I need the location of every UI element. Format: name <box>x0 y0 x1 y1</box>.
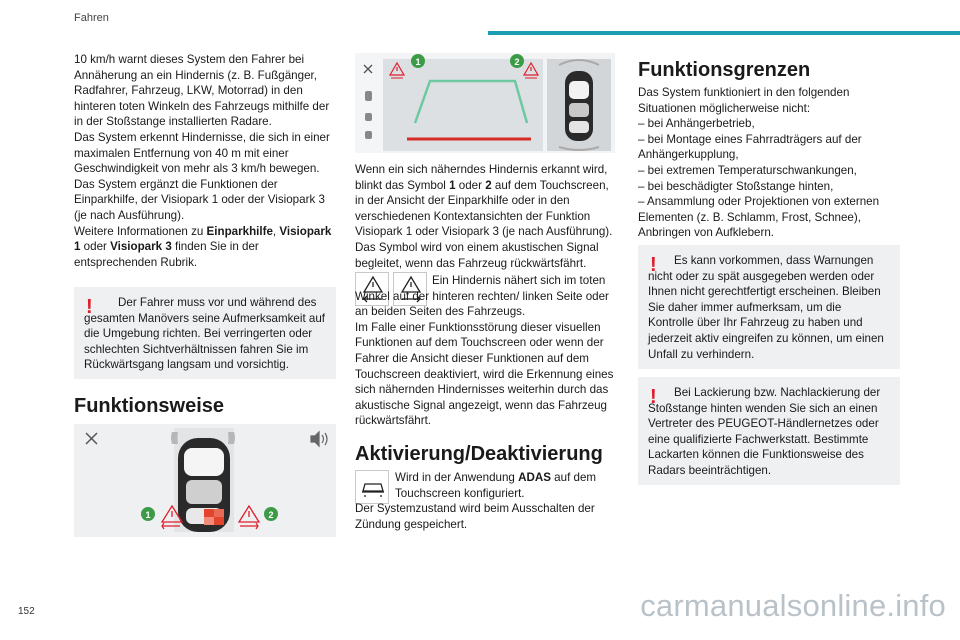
callout-2 <box>264 507 278 521</box>
sensor-side-icons <box>365 91 372 139</box>
warning-text: Es kann vorkommen, dass Warnungen nicht oder zu spät ausgegeben werden oder Ihnen nicht gerechtfertigt erscheinen. Bleiben Sie daher immer aufmerksam, um die Kontrolle über Ihr Fahrzeug zu haben und jederzeit aktiv eingreifen zu können, um einen Unfall zu verhindern. <box>648 254 884 361</box>
callout-2 <box>510 54 524 68</box>
heading-funktionsgrenzen: Funktionsgrenzen <box>638 59 811 81</box>
paragraph-adas <box>355 470 615 501</box>
figure-blind-spot-car <box>74 424 336 537</box>
para5-a: Wird in der Anwendung <box>395 471 519 484</box>
detection-text <box>355 162 615 271</box>
term-einparkhilfe: Einparkhilfe <box>206 224 273 238</box>
para1-d: 2 <box>485 178 492 192</box>
paragraph-state-saved: Der Systemzustand wird beim Ausschalten der Zündung gespeichert. <box>355 502 595 531</box>
limits-item-1: – bei Anhängerbetrieb, <box>638 117 755 131</box>
section-title: Fahren <box>74 12 109 24</box>
more-info-prefix: Weitere Informationen zu <box>74 224 207 238</box>
intro-paragraph-1: 10 km/h warnt dieses System den Fahrer bei Annäherung an ein Hindernis (z. B. Fußgänger, Radfahrer, Fahrzeug, LKW, Motorrad) in den hinteren toten Winkeln des Fahrzeugs mithilfe der in der Stoßstange installierten Radare. <box>74 53 330 129</box>
warning-box-driver <box>74 287 336 379</box>
paragraph-acoustic-signal: Das Symbol wird von einem akustischen Signal begleitet, wenn das Fahrzeug rückwärtsfährt. <box>355 240 599 270</box>
limits-text <box>638 85 900 241</box>
warning-text: Der Fahrer muss vor und während des gesamten Manövers seine Aufmerksamkeit auf die Umgebung richten. Bei verringerten oder schlechten Sichtverhältnissen fahren Sie im Rückwärtsgang langsam und vorsichtig. <box>84 296 326 372</box>
para1-b: 1 <box>449 178 456 192</box>
close-icon <box>86 433 97 444</box>
callout-1 <box>411 54 425 68</box>
car-top-view <box>565 71 593 141</box>
activation-text <box>355 470 615 532</box>
callout-1-label: 1 <box>415 57 421 67</box>
limits-item-2: – bei Montage eines Fahrradträgers auf der Anhängerkupplung, <box>638 132 862 162</box>
callout-1-label: 1 <box>145 510 151 520</box>
limits-item-4: – bei beschädigter Stoßstange hinten, <box>638 179 834 193</box>
intro-text <box>74 52 336 270</box>
para1-a: Wenn ein sich näherndes Hindernis erkannt wird, blinkt das Symbol <box>355 163 608 192</box>
paragraph-blind-spot: Ein Hindernis nähert sich im toten Winkel auf der hinteren rechten/ linken Seite oder an beiden Seiten des Fahrzeugs. <box>355 274 609 319</box>
warning-box-late-warnings <box>638 245 900 369</box>
page-number: 152 <box>18 606 35 617</box>
rear-sensor-zones <box>204 509 224 525</box>
more-info-paragraph <box>74 224 336 271</box>
callout-2-label: 2 <box>514 57 520 67</box>
intro-paragraph-3: Das System ergänzt die Funktionen der Einparkhilfe, der Visiopark 1 oder der Visiopark 3 (je nach Ausführung). <box>74 177 325 222</box>
intro-paragraph-2: Das System erkennt Hindernisse, die sich in einer maximalen Entfernung von 40 m mit einer Geschwindigkeit von mehr als 3 km/h bewegen. <box>74 130 330 176</box>
term-visiopark-3: Visiopark 3 <box>110 240 172 254</box>
blind-spot-illustration <box>74 424 336 537</box>
more-info-suffix: finden Sie in der entsprechenden Rubrik. <box>74 240 259 269</box>
limits-item-5: – Ansammlung oder Projektionen von externen Elementen (z. B. Schlamm, Frost, Schnee), Anbringen von Aufklebern. <box>638 195 880 240</box>
speaker-icon <box>311 432 327 446</box>
para1-c: oder <box>455 178 486 192</box>
para1-e: auf dem Touchscreen, in der Ansicht der Einparkhilfe oder in den verschiedenen Kontextansichten der Funktion Visiopark 1 oder Visiopark 3 (je nach Ausführung). <box>355 178 613 239</box>
header-rule <box>488 31 960 35</box>
limits-intro: Das System funktioniert in den folgenden Situationen möglicherweise nicht: <box>638 86 850 115</box>
warning-text: Bei Lackierung bzw. Nachlackierung der Stoßstange hinten wenden Sie sich an einen Vertreter des PEUGEOT-Händlernetzes oder eine qualifizierte Fachwerkstatt. Bestimmte Lackarten können die Funktionsweise des Radars beeinträchtigen. <box>648 386 881 477</box>
callout-1 <box>141 507 155 521</box>
figure-parking-screen <box>355 53 615 153</box>
heading-funktionsweise: Funktionsweise <box>74 395 225 417</box>
limits-item-3: – bei extremen Temperaturschwankungen, <box>638 163 857 177</box>
paragraph-blink-symbol <box>355 162 615 240</box>
warning-triangle-right-icon <box>239 506 259 529</box>
warning-icon: ! <box>650 386 657 408</box>
heading-aktivierung: Aktivierung/Deaktivierung <box>355 443 603 465</box>
warning-icon: ! <box>650 254 657 276</box>
more-info-sep-1: , <box>272 224 280 238</box>
warning-icon: ! <box>86 296 93 318</box>
term-visiopark-1: Visiopark 1 <box>74 224 332 254</box>
para5-b: ADAS <box>518 471 551 484</box>
watermark: carmanualsonline.info <box>640 588 946 623</box>
more-info-sep-2: oder <box>80 240 111 254</box>
blind-spot-text <box>355 273 615 429</box>
parking-screen-illustration <box>355 53 615 153</box>
para5-c: auf dem Touchscreen konfiguriert. <box>395 471 597 500</box>
warning-box-paint <box>638 377 900 485</box>
callout-2-label: 2 <box>268 510 274 520</box>
paragraph-malfunction: Im Falle einer Funktionsstörung dieser visuellen Funktionen auf dem Touchscreen oder wenn der Fahrer die Ansicht dieser Funktionen auf dem Touchscreen deaktiviert, wird die Erkennung eines sich nähernden Hindernisses weiterhin durch das akustische Signal angezeigt, wenn das Fahrzeug rückwärtsfährt. <box>355 320 614 428</box>
